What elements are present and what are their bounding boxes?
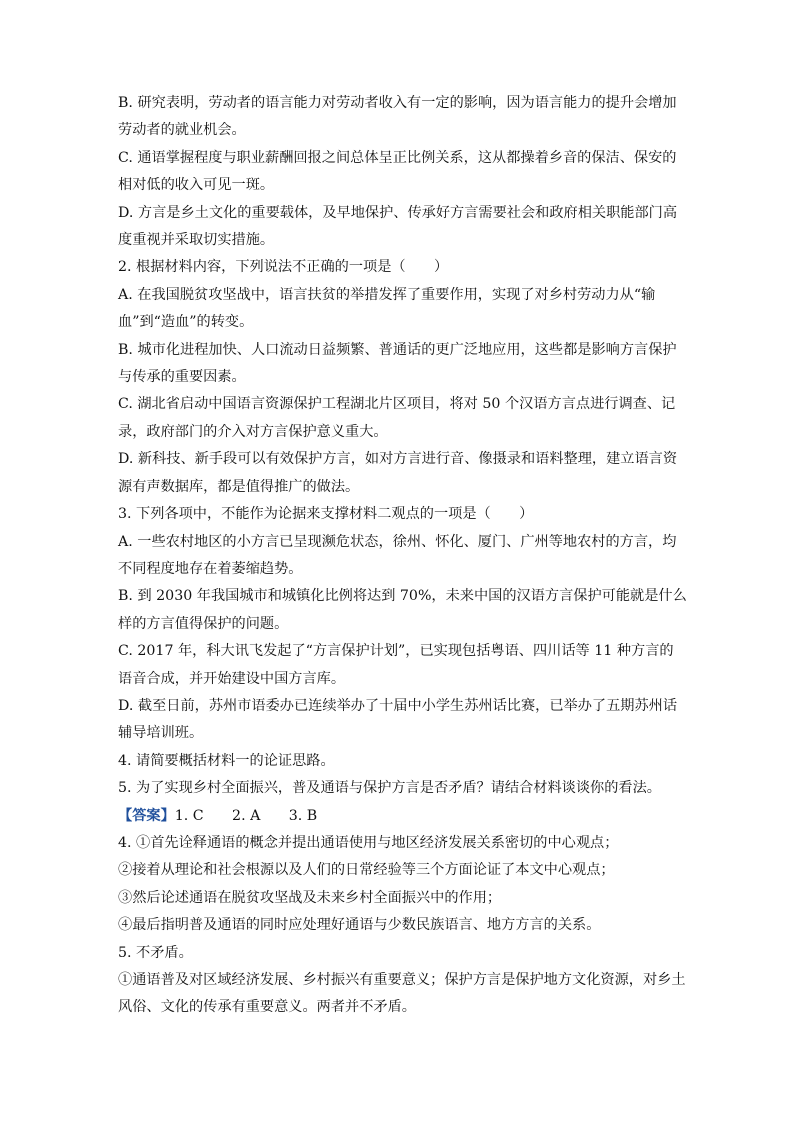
- text-line: 语音合成，并开始建设中国方言库。: [118, 670, 346, 687]
- answer-text-line: 4. ①首先诠释通语的概念并提出通语使用与地区经济发展关系密切的中心观点；: [118, 834, 619, 851]
- text-line: 与传承的重要因素。: [118, 369, 246, 386]
- text-line: 度重视并采取切实措施。: [118, 232, 275, 249]
- question-3: 3. 下列各项中，不能作为论据来支撑材料二观点的一项是（ ）: [118, 506, 534, 523]
- question-4: 4. 请简要概括材料一的论证思路。: [118, 752, 335, 769]
- text-line: B. 到 2030 年我国城市和城镇化比例将达到 70%，未来中国的汉语方言保护可能就是什么: [118, 588, 687, 605]
- text-line: 劳动者的就业机会。: [118, 122, 246, 139]
- answer-text-line: ④最后指明普及通语的同时应处理好通语与少数民族语言、地方方言的关系。: [118, 917, 601, 934]
- text-line: 不同程度地存在着萎缩趋势。: [118, 560, 303, 577]
- text-line: C. 通语掌握程度与职业薪酬回报之间总体呈正比例关系，这从都操着乡音的保洁、保安的: [118, 149, 677, 166]
- answer-text-line: ②接着从理论和社会根源以及人们的日常经验等三个方面论证了本文中心观点；: [118, 862, 615, 879]
- answer-label: 【答案】: [118, 807, 175, 824]
- document-page: [118, 90, 687, 1022]
- text-line: 相对低的收入可见一斑。: [118, 177, 275, 194]
- answer-text-line: ①通语普及对区域经济发展、乡村振兴有重要意义；保护方言是保护地方文化资源，对乡土: [118, 972, 686, 988]
- text-line: B. 城市化进程加快、人口流动日益频繁、普通话的更广泛地应用，这些都是影响方言保护: [118, 341, 677, 358]
- answer-line: [118, 803, 678, 830]
- text-line: A. 在我国脱贫攻坚战中，语言扶贫的举措发挥了重要作用，实现了对乡村劳动力从“输: [118, 286, 656, 303]
- answer-text-line: ③然后论述通语在脱贫攻坚战及未来乡村全面振兴中的作用；: [118, 889, 502, 906]
- question-5: 5. 为了实现乡村全面振兴，普及通语与保护方言是否矛盾？请结合材料谈谈你的看法。: [118, 780, 661, 797]
- text-line: A. 一些农村地区的小方言已呈现濒危状态，徐州、怀化、厦门、广州等地农村的方言，均: [118, 533, 677, 550]
- text-line: D. 新科技、新手段可以有效保护方言，如对方言进行音、像摄录和语料整理，建立语言资: [118, 451, 678, 468]
- text-line: 辅导培训班。: [118, 725, 204, 742]
- answer-text-line: 5. 不矛盾。: [118, 944, 193, 961]
- text-line: 录，政府部门的介入对方言保护意义重大。: [118, 423, 388, 440]
- text-line: B. 研究表明，劳动者的语言能力对劳动者收入有一定的影响，因为语言能力的提升会增加: [118, 95, 677, 111]
- answer-choices: 1. C 2. A 3. B: [174, 807, 318, 824]
- text-line: 血”到“造血”的转变。: [118, 314, 254, 331]
- text-line: C. 2017 年，科大讯飞发起了“方言保护计划”，已实现包括粤语、四川话等 11 种方言的: [118, 643, 674, 660]
- question-2: 2. 根据材料内容，下列说法不正确的一项是（ ）: [118, 259, 449, 276]
- text-line: D. 截至日前，苏州市语委办已连续举办了十届中小学生苏州话比赛，已举办了五期苏州话: [118, 697, 678, 714]
- text-line: 样的方言值得保护的问题。: [118, 615, 289, 632]
- answer-text-line: 风俗、文化的传承有重要意义。两者并不矛盾。: [118, 999, 416, 1016]
- text-line: D. 方言是乡土文化的重要载体，及早地保护、传承好方言需要社会和政府相关职能部门高: [118, 204, 678, 221]
- text-line: C. 湖北省启动中国语言资源保护工程湖北片区项目，将对 50 个汉语方言点进行调查、记: [118, 396, 676, 413]
- text-line: 源有声数据库，都是值得推广的做法。: [118, 478, 360, 495]
